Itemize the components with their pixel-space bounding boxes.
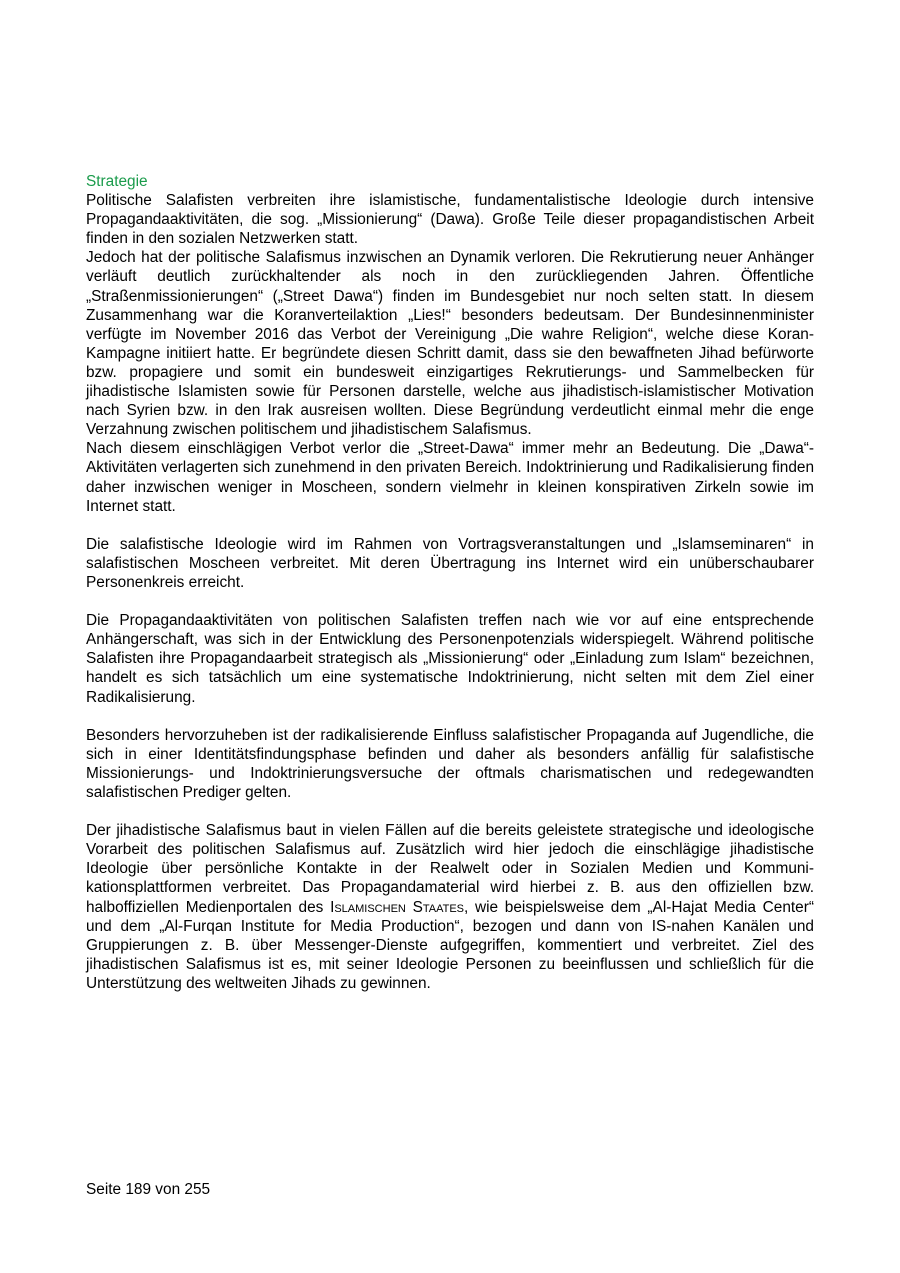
paragraph-intro: Politische Salafisten verbreiten ihre islamistische, fundamentalistische Ideologie durch intensive Propagandaaktivitäten, die sog. „Missionierung“ (Dawa). Große Teile dieser propagandistischen Arbeit finden in den sozialen Netzwerken statt. xyxy=(86,192,814,248)
paragraph-spacer xyxy=(86,802,814,821)
document-body xyxy=(86,172,814,993)
paragraph-ideology: Die salafistische Ideologie wird im Rahmen von Vortragsveranstaltungen und „Islamseminaren“ in salafistischen Moscheen verbreitet. Mit deren Übertragung ins Internet wird ein unüberschaubarer Personenkreis erreicht. xyxy=(86,535,814,591)
paragraph-spacer xyxy=(86,592,814,611)
paragraph-street-dawa: Nach diesem einschlägigen Verbot verlor die „Street-Dawa“ immer mehr an Bedeutung. Die „Dawa“-Aktivitäten verlagerten sich zunehmend in den privaten Bereich. Indoktrinierung und Radikalisierung finden daher inzwischen weniger in Moscheen, sondern vielmehr in kleinen konspirativen Zirkeln sowie im Internet statt. xyxy=(86,440,814,515)
paragraph-dynamics: Jedoch hat der politische Salafismus inzwischen an Dynamik verloren. Die Rekrutierung neuer Anhänger verläuft deutlich zurückhaltender als noch in den zurückliegenden Jahren. Öffentliche „Straßenmissionierungen“ („Street Dawa“) finden im Bundesgebiet nur noch selten statt. In diesem Zusammenhang war die Koranverteilaktion „Lies!“ besonders bedeutsam. Der Bundesinnenminister verfügte im November 2016 das Verbot der Vereinigung „Die wahre Religion“, welche diese Koran-Kampagne initiiert hatte. Er begründete diesen Schritt damit, dass sie den bewaffneten Jihad befürworte bzw. propagiere und somit ein bundesweit einzigartiges Rekrutierungs- und Sammelbecken für jihadistische Islamisten sowie für Personen darstelle, welche aus jihadistisch-islamistischer Motivation nach Syrien bzw. in den Irak ausreisen wollten. Diese Begründung verdeutlicht einmal mehr die enge Verzahnung zwischen politischem und jihadistischem Salafismus. xyxy=(86,249,814,439)
paragraph-spacer xyxy=(86,707,814,726)
page-number: Seite 189 von 255 xyxy=(86,1181,211,1198)
paragraph-jihadist xyxy=(86,821,814,993)
paragraph-spacer xyxy=(86,516,814,535)
paragraph-jihadist-part-1: Der jihadistische Salafismus baut in vielen Fällen auf die bereits geleistete strategische und ideologische Vorarbeit des politischen Salafismus auf. Zusätzlich wird hier jedoch die einschlägige jihadistische Ideologie über persönliche Kontakte in der Realwelt oder in Sozialen Medien und Kommunikationsplattformen verbreitet. Das Propagandamaterial wird hierbei z. B. aus den offiziellen bzw. halboffiziellen Medienportalen des xyxy=(86,822,814,916)
paragraph-youth: Besonders hervorzuheben ist der radikalisierende Einfluss salafistischer Propaganda auf Jugendliche, die sich in einer Identitätsfindungsphase befinden und daher als besonders anfällig für salafistische Missionierungs- und Indoktrinierungsversuche der oftmals charismatischen und redegewandten salafistischen Prediger gelten. xyxy=(86,726,814,801)
paragraph-jihadist-part-2: , wie beispielsweise dem „Al-Hajat Media Center“ und dem „Al-Furqan Institute for Media Production“, bezogen und dann von IS-nahen Kanälen und Gruppierungen z. B. über Messenger-Dienste aufgegriffen, kommentiert und verbreitet. Ziel des jihadistischen Salafismus ist es, mit seiner Ideologie Personen zu beeinflussen und schließlich für die Unterstützung des weltweiten Jihads zu gewinnen. xyxy=(86,898,814,992)
section-heading: Strategie xyxy=(86,173,148,190)
paragraph-propaganda: Die Propagandaaktivitäten von politischen Salafisten treffen nach wie vor auf eine entsprechende Anhängerschaft, was sich in der Entwicklung des Personenpotenzials widerspiegelt. Während politische Salafisten ihre Propagandaarbeit strategisch als „Missionierung“ oder „Einladung zum Islam“ bezeichnen, handelt es sich tatsächlich um eine systematische Indoktrinierung, nicht selten mit dem Ziel einer Radikalisierung. xyxy=(86,612,814,706)
islamic-state-smallcaps: Islamischen Staates xyxy=(330,898,464,916)
